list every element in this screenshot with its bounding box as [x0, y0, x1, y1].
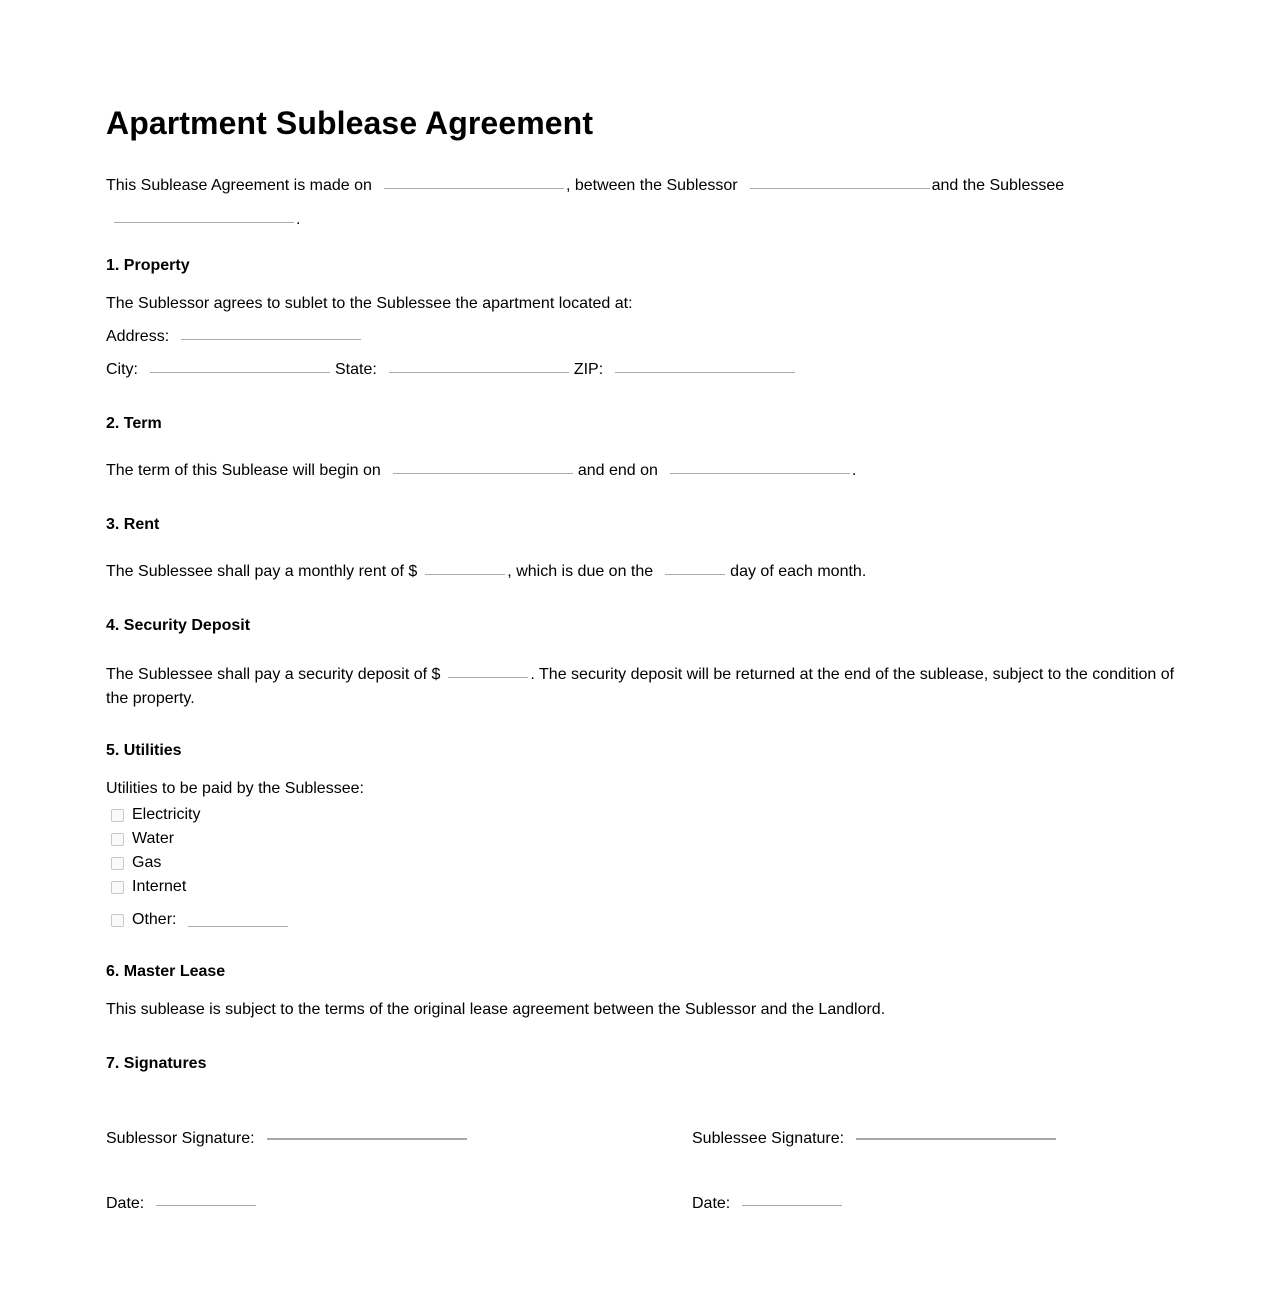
sublessor-signature-field[interactable] — [267, 1138, 467, 1140]
city-state-zip-row — [106, 360, 797, 380]
section-utilities — [106, 741, 364, 932]
rent-text-1: The Sublessee shall pay a monthly rent of $ — [106, 563, 418, 580]
utility-option-other[interactable] — [106, 908, 364, 932]
zip-field[interactable] — [615, 372, 795, 373]
option-label: Internet — [132, 878, 187, 895]
section-property — [106, 256, 797, 380]
master-lease-text: This sublease is subject to the terms of the original lease agreement between the Sublessor and the Landlord. — [106, 1001, 886, 1018]
term-end-date-field[interactable] — [670, 473, 850, 474]
page-title: Apartment Sublease Agreement — [106, 105, 594, 141]
section-heading: 3. Rent — [106, 516, 160, 533]
other-utility-field[interactable] — [188, 926, 288, 927]
city-field[interactable] — [150, 372, 330, 373]
sublessee-date-field[interactable] — [742, 1204, 842, 1206]
address-label: Address: — [106, 328, 170, 345]
sublessee-signature-row — [692, 1129, 1056, 1149]
property-text: The Sublessor agrees to sublet to the Sublessee the apartment located at: — [106, 295, 633, 312]
address-row — [106, 327, 797, 347]
section-heading: 2. Term — [106, 415, 162, 432]
section-term — [106, 414, 856, 481]
rent-due-day-field[interactable] — [665, 574, 725, 575]
sublessee-signature-block — [692, 1129, 1056, 1214]
state-label: State: — [335, 361, 377, 378]
section-heading: 1. Property — [106, 257, 190, 274]
deposit-text-1: The Sublessee shall pay a security deposit of $ — [106, 666, 441, 683]
rent-text-2: , which is due on the — [507, 563, 654, 580]
utilities-checklist — [106, 803, 364, 932]
intro-paragraph — [106, 169, 1176, 237]
section-master-lease — [106, 962, 885, 1020]
sublessee-date-label: Date: — [692, 1195, 731, 1212]
state-field[interactable] — [389, 372, 569, 373]
zip-label: ZIP: — [573, 361, 604, 378]
intro-text-3: and the Sublessee — [931, 177, 1065, 194]
term-start-date-field[interactable] — [393, 473, 573, 474]
monthly-rent-field[interactable] — [425, 574, 505, 575]
intro-text-4: . — [296, 211, 301, 228]
section-signatures — [106, 1054, 206, 1074]
intro-text-1: This Sublease Agreement is made on — [106, 177, 372, 194]
sublessor-signature-row — [106, 1129, 467, 1149]
section-security-deposit — [106, 616, 1181, 711]
option-label: Gas — [132, 854, 162, 871]
checkbox[interactable] — [111, 881, 124, 894]
sublessee-signature-field[interactable] — [856, 1138, 1056, 1140]
section-heading: 6. Master Lease — [106, 963, 226, 980]
utility-option-gas[interactable] — [106, 851, 364, 875]
agreement-date-field[interactable] — [384, 188, 564, 189]
section-heading: 4. Security Deposit — [106, 617, 251, 634]
rent-text-3: day of each month. — [730, 563, 867, 580]
security-deposit-field[interactable] — [448, 677, 528, 678]
sublessor-date-label: Date: — [106, 1195, 145, 1212]
rent-text — [106, 562, 866, 582]
sublessor-name-field[interactable] — [750, 188, 930, 189]
option-label: Water — [132, 830, 175, 847]
sublessee-date-row — [692, 1194, 1056, 1214]
section-heading: 7. Signatures — [106, 1055, 207, 1072]
term-text-1: The term of this Sublease will begin on — [106, 462, 381, 479]
utility-option-electricity[interactable] — [106, 803, 364, 827]
sublessor-signature-label: Sublessor Signature: — [106, 1130, 255, 1147]
utility-option-water[interactable] — [106, 827, 364, 851]
section-heading: 5. Utilities — [106, 742, 182, 759]
utility-option-internet[interactable] — [106, 875, 364, 899]
option-label: Other: — [132, 911, 177, 928]
intro-text-2: , between the Sublessor — [565, 177, 738, 194]
sublessee-signature-label: Sublessee Signature: — [692, 1130, 845, 1147]
address-field[interactable] — [181, 339, 361, 340]
checkbox[interactable] — [111, 914, 124, 927]
term-text — [106, 461, 856, 481]
sublessor-date-row — [106, 1194, 467, 1214]
city-label: City: — [106, 361, 138, 378]
deposit-text — [106, 663, 1181, 711]
option-label: Electricity — [132, 806, 201, 823]
deposit-text-2: . The security deposit will be returned at the end of the sublease, subject to the condition of the property. — [106, 666, 1175, 707]
sublessor-signature-block — [106, 1129, 467, 1214]
checkbox[interactable] — [111, 833, 124, 846]
term-text-3: . — [851, 462, 857, 479]
sublessee-name-field[interactable] — [114, 222, 294, 223]
checkbox[interactable] — [111, 809, 124, 822]
section-rent — [106, 515, 866, 582]
utilities-text: Utilities to be paid by the Sublessee: — [106, 780, 364, 797]
sublessor-date-field[interactable] — [156, 1204, 256, 1206]
checkbox[interactable] — [111, 857, 124, 870]
term-text-2: and end on — [577, 462, 658, 479]
